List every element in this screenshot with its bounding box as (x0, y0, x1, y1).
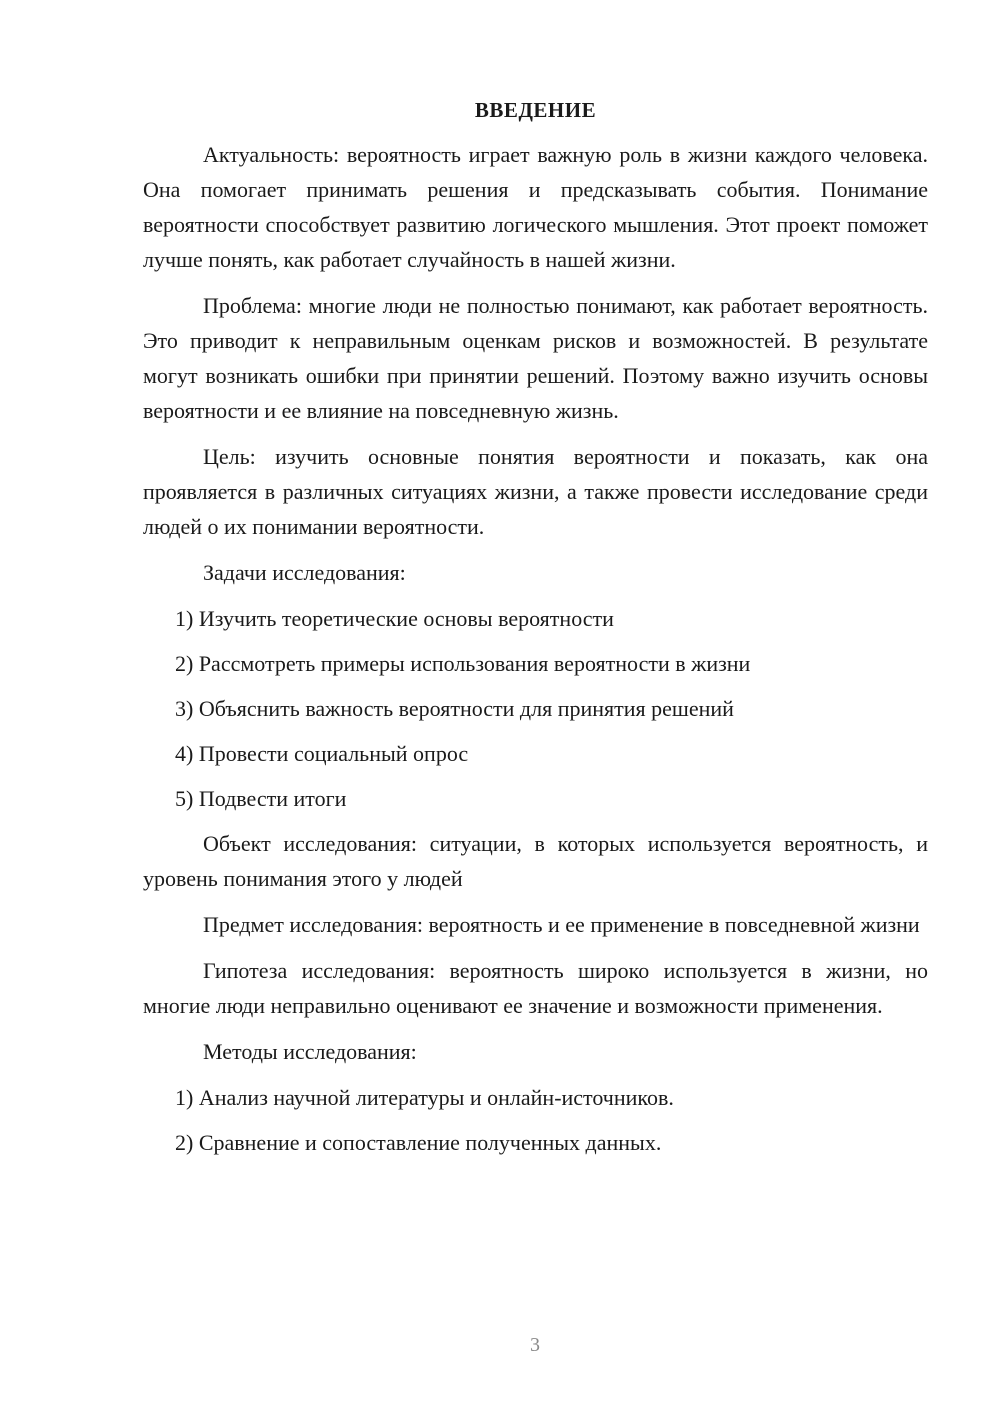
list-item: 1) Изучить теоретические основы вероятности (175, 606, 614, 631)
list-item: 2) Рассмотреть примеры использования вероятности в жизни (175, 651, 751, 676)
methods-label: Методы исследования: (203, 1039, 417, 1064)
tasks-label: Задачи исследования: (203, 560, 406, 585)
list-item: 5) Подвести итоги (175, 786, 347, 811)
hypothesis-paragraph: Гипотеза исследования: вероятность широко используется в жизни, но многие люди неправильно оценивают ее значение и возможности применения. (143, 958, 928, 1018)
object-paragraph: Объект исследования: ситуации, в которых используется вероятность, и уровень понимания этого у людей (143, 831, 928, 891)
page-content (143, 95, 928, 1170)
list-item: 2) Сравнение и сопоставление полученных данных. (175, 1130, 662, 1155)
section-title: ВВЕДЕНИЕ (474, 98, 597, 122)
tasks-list (143, 601, 928, 816)
list-item: 1) Анализ научной литературы и онлайн-источников. (175, 1085, 674, 1110)
methods-list (143, 1080, 928, 1160)
list-item: 3) Объяснить важность вероятности для принятия решений (175, 696, 734, 721)
subject-paragraph: Предмет исследования: вероятность и ее применение в повседневной жизни (203, 912, 920, 937)
goal-paragraph: Цель: изучить основные понятия вероятности и показать, как она проявляется в различных ситуациях жизни, а также провести исследование среди людей о их понимании вероятности. (143, 444, 928, 539)
problem-paragraph: Проблема: многие люди не полностью понимают, как работает вероятность. Это приводит к неправильным оценкам рисков и возможностей. В результате могут возникать ошибки при принятии решений. Поэтому важно изучить основы вероятности и ее влияние на повседневную жизнь. (143, 293, 928, 423)
list-item: 4) Провести социальный опрос (175, 741, 469, 766)
relevance-paragraph: Актуальность: вероятность играет важную роль в жизни каждого человека. Она помогает принимать решения и предсказывать события. Понимание вероятности способствует развитию логического мышления. Этот проект поможет лучше понять, как работает случайность в нашей жизни. (143, 142, 928, 272)
page-number: 3 (530, 1334, 540, 1356)
